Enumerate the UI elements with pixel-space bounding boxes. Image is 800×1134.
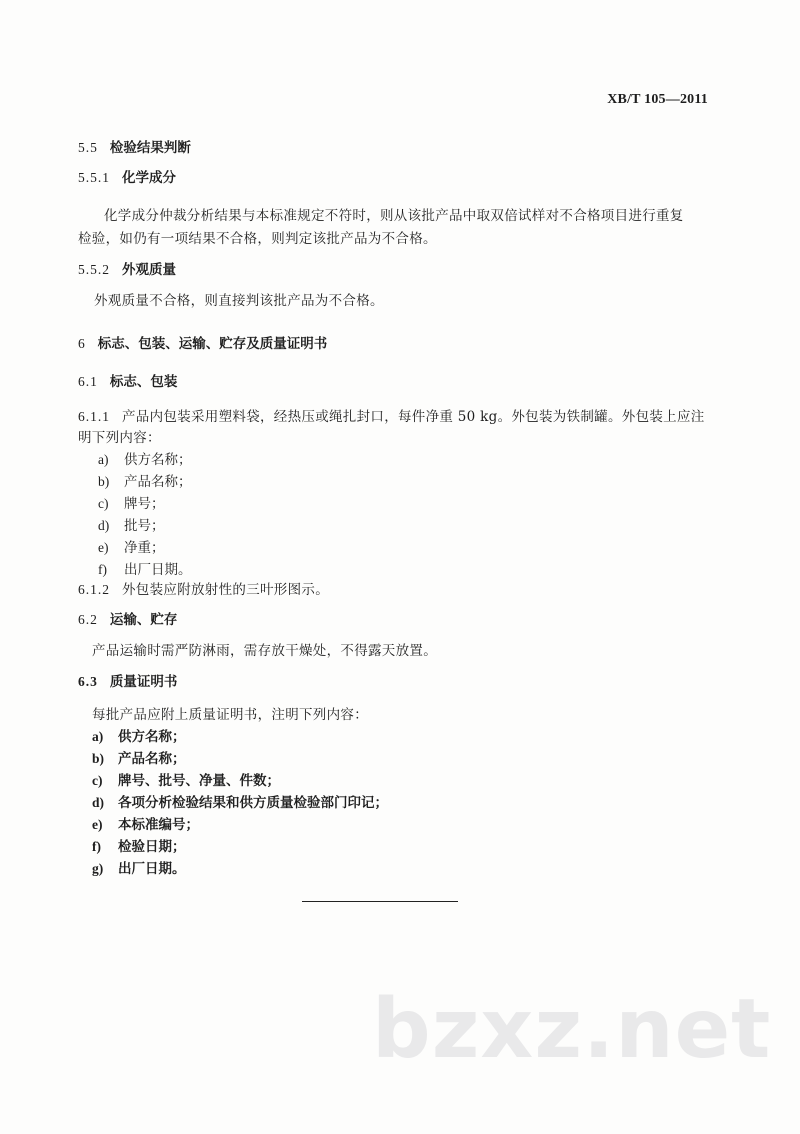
- list-marker: f): [98, 562, 107, 577]
- list-item: [92, 857, 186, 877]
- list-text: 批号；: [124, 518, 165, 534]
- list-marker: d): [98, 518, 110, 533]
- list-marker: c): [92, 773, 103, 788]
- list-item: [98, 536, 165, 556]
- heading-5-5: [78, 136, 191, 156]
- list-item: [98, 448, 192, 468]
- heading-6-2: [78, 608, 177, 628]
- list-item: [98, 514, 165, 534]
- end-rule: [302, 901, 458, 902]
- list-marker: f): [92, 839, 101, 854]
- heading-number: 5.5.2: [78, 262, 110, 277]
- clause-number: 6.1.1: [78, 409, 110, 424]
- heading-6-1: [78, 370, 177, 390]
- list-item: [92, 747, 186, 767]
- list-marker: b): [98, 474, 110, 489]
- clause-number: 6.1.2: [78, 582, 110, 597]
- list-item: [92, 725, 186, 745]
- list-marker: d): [92, 795, 105, 810]
- list-text: 供方名称；: [118, 729, 186, 745]
- clause-6-1-2: [78, 578, 329, 598]
- heading-number: 5.5: [78, 140, 98, 155]
- list-text: 出厂日期。: [124, 562, 192, 578]
- paragraph-line: 产品运输时需严防淋雨，需存放干燥处，不得露天放置。: [92, 643, 437, 659]
- clause-6-1-1: [78, 405, 705, 425]
- list-item: [92, 835, 186, 855]
- list-item: [92, 791, 388, 811]
- list-text: 产品名称；: [118, 751, 186, 767]
- list-marker: b): [92, 751, 105, 766]
- heading-title: 运输、贮存: [109, 612, 178, 628]
- list-item: [98, 470, 192, 490]
- list-text: 各项分析检验结果和供方质量检验部门印记；: [118, 795, 388, 811]
- list-marker: c): [98, 496, 109, 511]
- paragraph-line: 外包装应附放射性的三叶形图示。: [122, 582, 329, 598]
- heading-number: 6.2: [78, 612, 98, 627]
- list-text: 牌号；: [124, 496, 165, 512]
- list-text: 净重；: [124, 540, 165, 556]
- paragraph-line: 产品内包装采用塑料袋，经热压或绳扎封口，每件净重 50 kg。外包装为铁制罐。外包装上应注: [122, 409, 705, 425]
- list-text: 本标准编号；: [118, 817, 199, 833]
- heading-5-5-2: [78, 258, 176, 278]
- heading-5-5-1: [78, 166, 176, 186]
- paragraph-line: 外观质量不合格，则直接判该批产品为不合格。: [94, 293, 384, 309]
- heading-number: 5.5.1: [78, 170, 110, 185]
- list-marker: a): [98, 452, 109, 467]
- list-item: [92, 813, 199, 833]
- list-item: [98, 492, 165, 512]
- list-text: 牌号、批号、净量、件数；: [118, 773, 280, 789]
- paragraph-line: 化学成分仲裁分析结果与本标准规定不符时，则从该批产品中取双倍试样对不合格项目进行重复: [104, 208, 684, 224]
- heading-title: 标志、包装: [109, 374, 178, 390]
- heading-6: [78, 332, 327, 352]
- heading-title: 检验结果判断: [109, 140, 191, 156]
- paragraph-line: 检验，如仍有一项结果不合格，则判定该批产品为不合格。: [78, 231, 437, 247]
- heading-6-3: [78, 670, 177, 690]
- list-marker: a): [92, 729, 104, 744]
- list-marker: e): [98, 540, 109, 555]
- list-item: [92, 769, 280, 789]
- paragraph-line: 每批产品应附上质量证明书，注明下列内容：: [92, 707, 368, 723]
- heading-number: 6.3: [78, 674, 98, 689]
- list-text: 供方名称；: [124, 452, 192, 468]
- watermark: bzxz.net: [372, 982, 772, 1077]
- heading-number: 6: [78, 336, 86, 351]
- list-text: 检验日期；: [118, 839, 186, 855]
- heading-title: 标志、包装、运输、贮存及质量证明书: [97, 336, 328, 352]
- list-text: 出厂日期。: [118, 861, 186, 877]
- list-text: 产品名称；: [124, 474, 192, 490]
- list-marker: g): [92, 861, 104, 876]
- paragraph-line: 明下列内容：: [78, 430, 161, 446]
- heading-title: 外观质量: [122, 262, 176, 278]
- list-marker: e): [92, 817, 103, 832]
- heading-title: 质量证明书: [109, 674, 178, 690]
- document-code: XB/T 105—2011: [607, 92, 708, 107]
- list-item: [98, 558, 192, 578]
- heading-title: 化学成分: [122, 170, 176, 186]
- heading-number: 6.1: [78, 374, 98, 389]
